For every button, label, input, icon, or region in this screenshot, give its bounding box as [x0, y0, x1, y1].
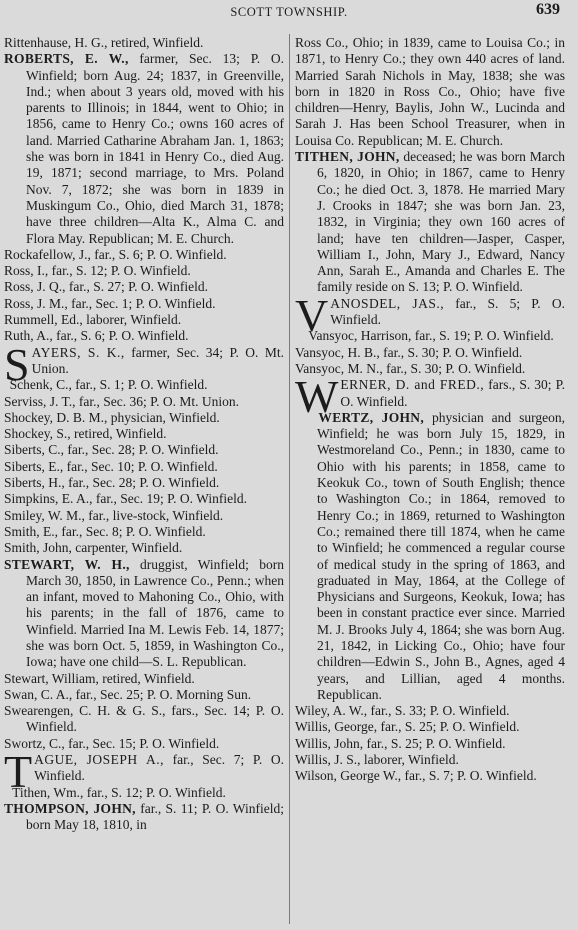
entry-text: retired, Winfield. — [70, 426, 167, 442]
directory-entry — [4, 671, 284, 687]
entry-name: Tithen, Wm., — [12, 784, 84, 800]
directory-entry — [4, 687, 284, 703]
entry-name: Siberts, C., — [4, 442, 65, 458]
entry-name: Ross, J. Q., — [4, 279, 66, 295]
directory-entry — [4, 508, 284, 524]
entry-name: Simpkins, E. A., — [4, 491, 93, 507]
section-initial: V — [295, 289, 329, 341]
entry-text: far., Sec. 28; P. O. Winfield. — [64, 475, 220, 491]
directory-entry — [4, 736, 284, 752]
entry-name: Wiley, A. W., — [295, 703, 368, 719]
directory-entry — [4, 426, 284, 442]
directory-entry — [4, 263, 284, 279]
entry-name: STEWART, W. H., — [4, 556, 130, 572]
directory-entry — [4, 801, 284, 834]
entry-text: far., Sec. 10; P. O. Winfield. — [63, 458, 218, 474]
directory-entry — [4, 328, 284, 344]
entry-text: far., S. 25; P. O. Winfield. — [363, 735, 506, 751]
directory-entry — [4, 410, 284, 426]
directory-entry — [295, 719, 565, 735]
directory-entry — [4, 557, 284, 671]
section-initial: T — [4, 746, 33, 798]
entry-text: far., S. 12; P. O. Winfield. — [48, 263, 191, 279]
entry-name: Vansyoc, Harrison, — [308, 328, 412, 344]
entry-text: far., Sec. 25; P. O. Morning Sun. — [72, 686, 252, 702]
directory-entry — [295, 410, 565, 703]
entry-text: physician and surgeon, Winfield; he was born July 15, 1829, in Westmoreland Co., Penn.; in 1830, came to Ohio with his parents; in 1858, came to Keokuk Co., town of South English; thence to Washington Co.; in 1864, removed to Henry Co.; in 1869, returned to Washington Co.; remained there till 1874, when he came to Winfield; he commenced a regular course of medical study in the spring of 1863, and graduated in May, 1864, at the College of Physicians and Surgeons, Keokuk, Iowa; has been in constant practice ever since. Married M. J. Brooks July 4, 1864; she was born Aug. 21, 1842, in Licking Co., Ohio; have four children—Edwin S., John B., Agnes, aged 4 years, and Lillian, aged 4 months. Republican. — [317, 409, 566, 702]
column-divider — [289, 34, 290, 924]
entry-name: Ross, I., — [4, 263, 49, 279]
entry-name: Vansyoc, H. B., — [295, 344, 380, 360]
entry-text: far., Sec. 19; P. O. Winfield. — [92, 491, 247, 507]
entry-text: deceased; he was born March 6, 1820, in Ohio; in 1867, came to Henry Co.; he died Oct. 3, 1878. He married Mary J. Crooks in 1847; she was born Jan. 23, 1832, in Virginia; they own 160 acres of land; have ten children—Jasper, Casper, William I., John, Mary J., Edward, Nancy Ann, Sarah E., Amanda and Charles E. The family reside on S. 13; P. O. Winfield. — [317, 149, 565, 295]
section-initial: S — [4, 338, 30, 390]
directory-entry — [4, 524, 284, 540]
entry-text: laborer, Winfield. — [360, 752, 459, 768]
entry-name: AGUE, JOSEPH A., — [34, 752, 164, 768]
section-initial: W — [295, 371, 339, 423]
directory-entry — [295, 35, 565, 149]
entry-name: Shockey, S., — [4, 426, 71, 442]
directory-entry — [4, 377, 284, 393]
entry-name: Rittenhause, H. G., — [4, 35, 108, 50]
entry-name: Ruth, A., — [4, 328, 53, 344]
directory-entry — [4, 785, 284, 801]
entry-text: far., S. 30; P. O. Winfield. — [382, 360, 526, 376]
entry-name: Willis, George, — [295, 719, 378, 735]
entry-text: far., S. 11; P. O. Winfield; born May 18, 1810, in — [26, 800, 284, 833]
directory-entry — [4, 51, 284, 247]
entry-name: Swearengen, C. H. & G. S., — [4, 703, 166, 719]
entry-name: Siberts, E., — [4, 458, 64, 474]
running-title: SCOTT TOWNSHIP. — [230, 5, 348, 19]
entry-text: far., Sec. 8; P. O. Winfield. — [58, 523, 206, 539]
directory-entry — [4, 35, 284, 51]
entry-text: carpenter, Winfield. — [71, 540, 183, 556]
right-column — [295, 35, 565, 785]
entry-text: far., S. 25; P. O. Winfield. — [377, 719, 520, 735]
entry-name: ERNER, D. and FRED., — [340, 377, 485, 393]
entry-name: AYERS, S. K., — [31, 344, 125, 360]
directory-entry — [4, 394, 284, 410]
entry-text: far., S. 1; P. O. Winfield. — [71, 377, 208, 393]
page-header — [0, 0, 578, 28]
entry-name: ROBERTS, E. W., — [4, 51, 129, 67]
entry-text: far., Sec. 7; P. O. Winfield. — [34, 752, 284, 784]
entry-text: far., live-stock, Winfield. — [84, 507, 224, 523]
entry-name: Vansyoc, M. N., — [295, 360, 383, 376]
entry-text: far., S. 6; P. O. Winfield. — [52, 328, 189, 344]
directory-entry — [295, 345, 565, 361]
entry-name: Ross, J. M., — [4, 295, 68, 311]
entry-text: far., S. 5; P. O. Winfield. — [330, 295, 565, 328]
entry-name: Smiley, W. M., — [4, 507, 85, 523]
entry-name: Swan, C. A., — [4, 686, 73, 702]
entry-name: Willis, J. S., — [295, 752, 361, 768]
directory-entry — [4, 312, 284, 328]
entry-text: far., S. 12; P. O. Winfield. — [83, 784, 226, 800]
entry-text: far., S. 30; P. O. Winfield. — [379, 344, 523, 360]
entry-text: far., Sec. 1; P. O. Winfield. — [67, 295, 216, 311]
entry-name: Serviss, J. T., — [4, 393, 76, 409]
entry-name: Smith, E., — [4, 523, 59, 539]
entry-text: farmer, Sec. 13; P. O. Winfield; born Aug. 24; 1837, in Greenville, Ind.; when about 3 years old, moved with his parents to Illinois; in 1844, went to Ohio; in 1856, came to Henry Co.; owns 160 acres of land. Married Catharine Abraham Jan. 1, 1863; she was born in 1841 in Henry Co., died Aug. 19, 1871; second marriage, to Mrs. Poland Nov. 7, 1872; she was born in 1839 in Muskingum Co., Ohio, died March 31, 1878; have three children—Alta K., Alma C. and Flora May. Republican; M. E. Church. — [26, 51, 284, 246]
directory-entry — [4, 475, 284, 491]
entry-name: Rummell, Ed., — [4, 312, 83, 328]
entry-name: Swortz, C., — [4, 735, 65, 751]
entry-name: Shockey, D. B. M., — [4, 409, 108, 425]
entry-text: Ross Co., Ohio; in 1839, came to Louisa Co.; in 1871, to Henry Co.; they own 440 acres of land. Married Sarah Nichols in May, 1838; she was born in 1820 in Ross Co., Ohio; have five children—Henry, Baylis, John W., Lucinda and Sarah J. Has been School Treasurer, when in Louisa Co. Republican; M. E. Church. — [295, 35, 565, 148]
entry-text: retired, Winfield. — [107, 35, 204, 50]
entry-name: THOMPSON, JOHN, — [4, 800, 136, 816]
entry-text: druggist, Winfield; born March 30, 1850, in Lawrence Co., Penn.; when an infant, moved to Mahoning Co., Ohio, with his parents; in the fall of 1876, came to Winfield. Married Ina M. Lewis Feb. 14, 1877; she was born Oct. 5, 1859, in Washington Co., Iowa; have one child—S. L. Republican. — [26, 556, 284, 670]
entry-text: far., S. 33; P. O. Winfield. — [367, 703, 510, 719]
directory-entry — [4, 296, 284, 312]
directory-entry — [295, 752, 565, 768]
entry-text: far., S. 27; P. O. Winfield. — [65, 279, 208, 295]
left-column — [4, 35, 284, 834]
directory-entry — [295, 768, 565, 784]
entry-text: far., Sec. 15; P. O. Winfield. — [64, 735, 220, 751]
entry-name: Stewart, William, — [4, 670, 99, 686]
entry-text: far., Sec. 36; P. O. Mt. Union. — [75, 393, 240, 409]
entry-name: WERTZ, JOHN, — [318, 409, 425, 425]
directory-entry — [295, 703, 565, 719]
directory-entry — [4, 459, 284, 475]
directory-entry — [4, 442, 284, 458]
entry-name: Schenk, C., — [9, 377, 72, 393]
directory-entry — [4, 491, 284, 507]
entry-text: fars., Sec. 14; P. O. Winfield. — [26, 703, 284, 735]
directory-entry — [4, 540, 284, 556]
directory-entry — [295, 149, 565, 296]
entry-name: Willis, John, — [295, 735, 364, 751]
entry-name: Siberts, H., — [4, 475, 65, 491]
entry-text: physician, Winfield. — [107, 409, 220, 425]
entry-text: farmer, Sec. 34; P. O. Mt. Union. — [31, 344, 284, 376]
entry-text: far., S. 6; P. O. Winfield. — [90, 246, 227, 262]
directory-entry — [4, 279, 284, 295]
entry-text: retired, Winfield. — [98, 670, 195, 686]
directory-entry — [295, 328, 565, 344]
page-number: 639 — [536, 1, 560, 18]
entry-name: Wilson, George W., — [295, 768, 402, 784]
entry-text: far., Sec. 28; P. O. Winfield. — [64, 442, 219, 458]
entry-text: far., S. 19; P. O. Winfield. — [411, 328, 554, 344]
directory-entry — [295, 736, 565, 752]
entry-name: ANOSDEL, JAS., — [330, 295, 445, 311]
entry-text: far., S. 7; P. O. Winfield. — [401, 768, 537, 784]
entry-text: fars., S. 30; P. O. Winfield. — [340, 377, 566, 409]
entry-name: Smith, John, — [4, 540, 72, 556]
entry-name: TITHEN, JOHN, — [295, 149, 400, 165]
directory-entry — [295, 361, 565, 377]
directory-entry — [4, 247, 284, 263]
directory-entry — [4, 703, 284, 736]
entry-name: Rockafellow, J., — [4, 246, 91, 262]
entry-text: laborer, Winfield. — [82, 312, 182, 328]
